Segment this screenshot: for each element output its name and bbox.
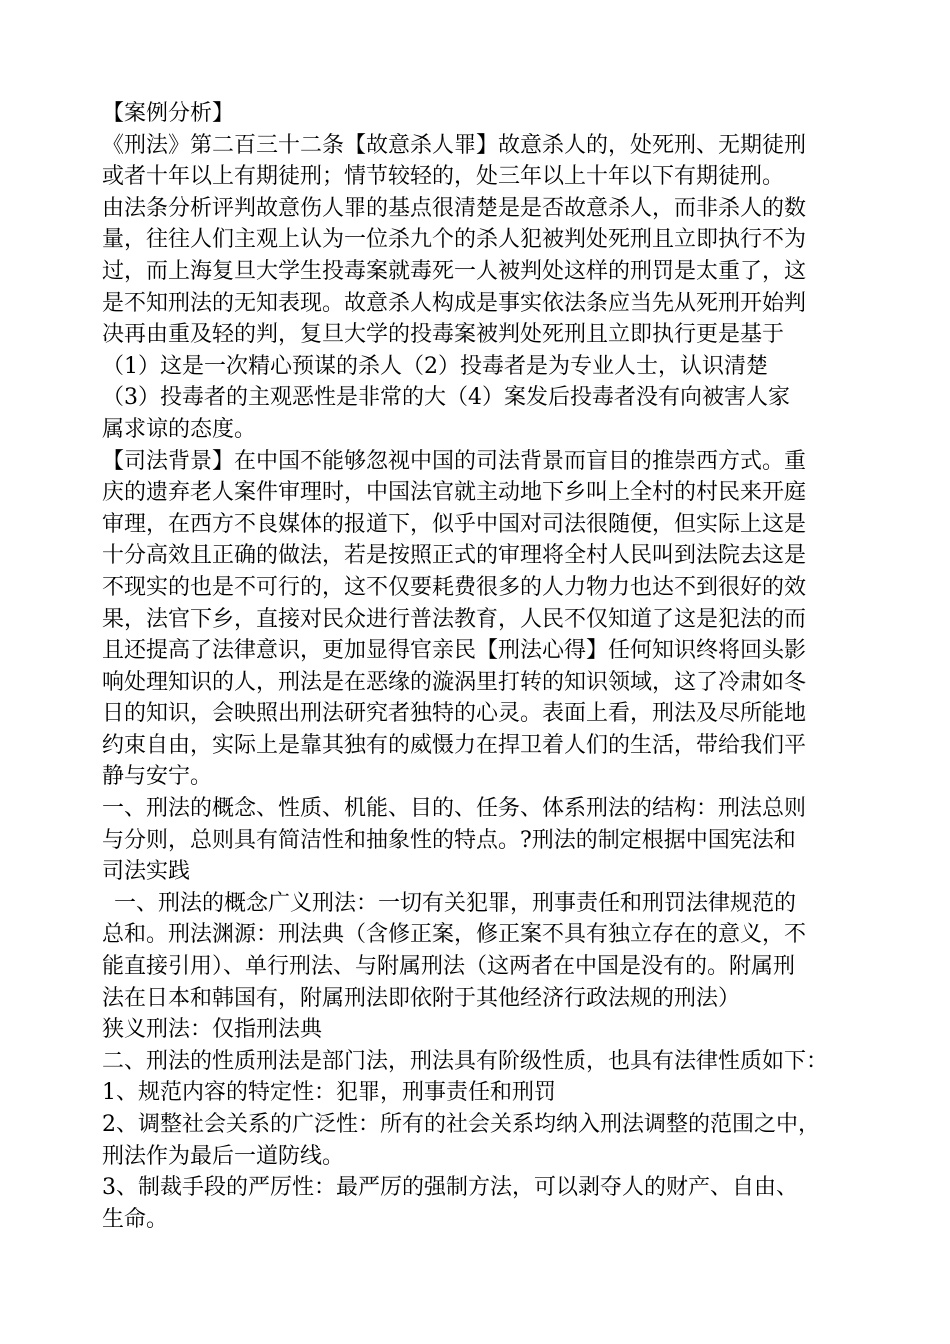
paragraph-line: （3）投毒者的主观恶性是非常的大（4）案发后投毒者没有向被害人家 [102,385,790,411]
paragraph-line: 且还提高了法律意识，更加显得官亲民【刑法心得】任何知识终将回头影 [102,638,807,664]
document-page [102,98,862,1235]
paragraph-line: 刑法作为最后一道防线。 [102,1143,345,1169]
paragraph-line: 审理，在西方不良媒体的报道下，似乎中国对司法很随便，但实际上这是 [102,511,807,537]
paragraph-line: 一、刑法的概念广义刑法：一切有关犯罪，刑事责任和刑罚法律规范的 [114,890,797,916]
list-item: 2、调整社会关系的广泛性：所有的社会关系均纳入刑法调整的范围之中， [102,1112,820,1137]
section-heading-case-analysis: 【案例分析】 [102,101,235,126]
paragraph-line: 【司法背景】在中国不能够忽视中国的司法背景而盲目的推崇西方式。重 [102,448,807,474]
paragraph-line: 一、刑法的概念、性质、机能、目的、任务、体系刑法的结构：刑法总则 [102,796,807,822]
paragraph-line: 量，往往人们主观上认为一位杀九个的杀人犯被判处死刑且立即执行不为 [102,227,807,253]
paragraph-line: 与分则，总则具有简洁性和抽象性的特点。?刑法的制定根据中国宪法和 [102,827,796,853]
paragraph-line: 不现实的也是不可行的，这不仅要耗费很多的人力物力也达不到很好的效 [102,574,807,600]
paragraph-line: 总和。刑法渊源：刑法典（含修正案，修正案不具有独立存在的意义，不 [102,922,807,948]
paragraph-line: （1）这是一次精心预谋的杀人（2）投毒者是为专业人士，认识清楚 [102,353,768,379]
paragraph-line: 庆的遗弃老人案件审理时，中国法官就主动地下乡叫上全村的村民来开庭 [102,480,807,506]
paragraph-line: 十分高效且正确的做法，若是按照正式的审理将全村人民叫到法院去这是 [102,543,807,569]
paragraph-line: 二、刑法的性质刑法是部门法，刑法具有阶级性质，也具有法律性质如下： [102,1048,829,1074]
list-item: 3、制裁手段的严厉性：最严厉的强制方法，可以剥夺人的财产、自由、 [102,1175,798,1201]
paragraph-line: 能直接引用）、单行刑法、与附属刑法（这两者在中国是没有的。附属刑 [102,954,796,980]
list-item: 1、规范内容的特定性：犯罪，刑事责任和刑罚 [102,1080,556,1106]
paragraph-line: 生命。 [102,1206,169,1232]
paragraph-line: 《刑法》第二百三十二条【故意杀人罪】故意杀人的，处死刑、无期徒刑 [102,132,807,158]
paragraph-line: 过，而上海复旦大学生投毒案就毒死一人被判处这样的刑罚是太重了，这 [102,258,807,284]
paragraph-line: 由法条分析评判故意伤人罪的基点很清楚是是否故意杀人，而非杀人的数 [102,195,807,221]
paragraph-line: 或者十年以上有期徒刑；情节较轻的，处三年以上十年以下有期徒刑。 [102,164,785,190]
paragraph-line: 静与安宁。 [102,764,213,790]
paragraph-line: 决再由重及轻的判，复旦大学的投毒案被判处死刑且立即执行更是基于 [102,322,785,348]
paragraph-line: 司法实践 [102,859,191,885]
paragraph-line: 约束自由，实际上是靠其独有的威慑力在捍卫着人们的生活，带给我们平 [102,732,807,758]
paragraph-line: 日的知识，会映照出刑法研究者独特的心灵。表面上看，刑法及尽所能地 [102,701,807,727]
paragraph-line: 狭义刑法：仅指刑法典 [102,1017,323,1043]
paragraph-line: 响处理知识的人，刑法是在恶缘的漩涡里打转的知识领域，这了冷肃如冬 [102,669,807,695]
paragraph-line: 果，法官下乡，直接对民众进行普法教育，人民不仅知道了这是犯法的而 [102,606,807,632]
paragraph-line: 是不知刑法的无知表现。故意杀人构成是事实依法条应当先从死刑开始判 [102,290,807,316]
paragraph-line: 法在日本和韩国有，附属刑法即依附于其他经济行政法规的刑法） [102,985,741,1011]
paragraph-line: 属求谅的态度。 [102,416,257,442]
